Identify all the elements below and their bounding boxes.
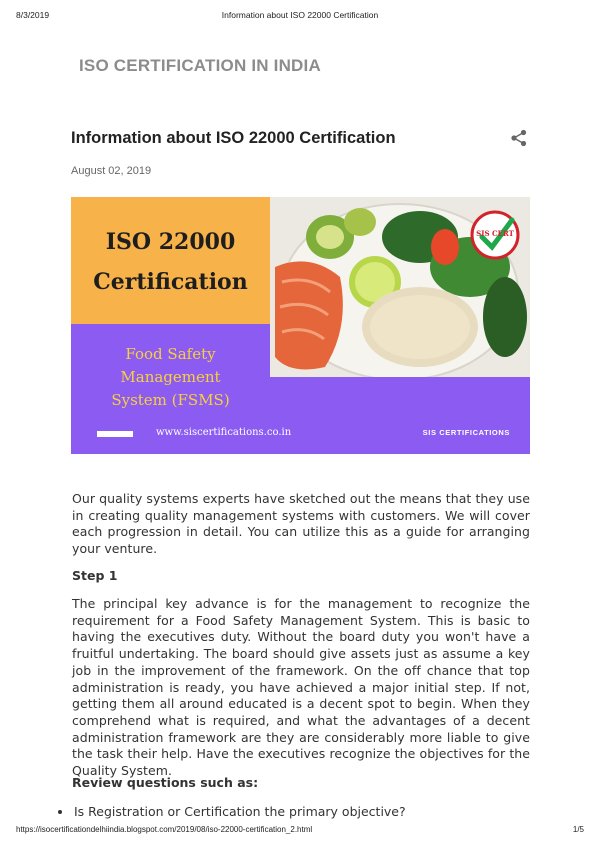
print-page-number: 1/5 [572,825,584,834]
sis-cert-badge-label: SIS CERT [476,229,514,238]
banner-brand: SIS CERTIFICATIONS [422,428,510,437]
step1-heading: Step 1 [72,568,118,583]
print-date: 8/3/2019 [16,10,50,20]
step1-paragraph: The principal key advance is for the management to recognize the requirement for a Food Safety Management System. This is basic to having the executives duty. Without the board duty you won't have a fruitful undertaking. The board should give assets just as assume a key job in the improvement of the framework. On the off chance that top administration is ready, you have achieved a major initial step. If not, getting them all around educated is a decent spot to begin. When they comprehend what is required, and what the advantages of a decent administration framework are they are considerably more liable to give the task their help. Have the executives recognize the objectives for the Quality System. [72,596,530,779]
banner-orange-panel [71,197,270,324]
banner-url: www.siscertifications.co.in [156,427,292,438]
review-heading: Review questions such as: [72,775,259,790]
post-title: Information about ISO 22000 Certification [71,129,396,147]
sis-cert-badge [470,210,520,260]
banner-fsms-line2: Management [120,368,221,386]
print-footer-url: https://isocertificationdelhiindia.blogspot.com/2019/08/iso-22000-certification_2.html [16,825,313,834]
banner-fsms-line3: System (FSMS) [111,391,230,409]
bullet-dot [58,810,62,814]
print-footer [16,825,584,837]
blog-title-link[interactable]: ISO CERTIFICATION IN INDIA [79,56,321,75]
food-bowl-photo [270,197,530,377]
banner-heading-line2: Certification [93,269,248,295]
post-date: August 02, 2019 [71,165,152,177]
post-banner-image [71,197,530,454]
intro-paragraph: Our quality systems experts have sketched out the means that they use in creating quality management systems with customers. We will cover each progression in detail. You can utilize this as a guide for arranging your venture. [72,491,530,557]
banner-white-bar [97,431,133,437]
share-icon[interactable] [510,129,528,147]
print-header [16,10,584,22]
banner-fsms-line1: Food Safety [125,345,216,363]
print-document-title: Information about ISO 22000 Certification [221,10,379,20]
list-item-text: Is Registration or Certification the primary objective? [74,804,406,819]
banner-heading-line1: ISO 22000 [105,229,236,255]
